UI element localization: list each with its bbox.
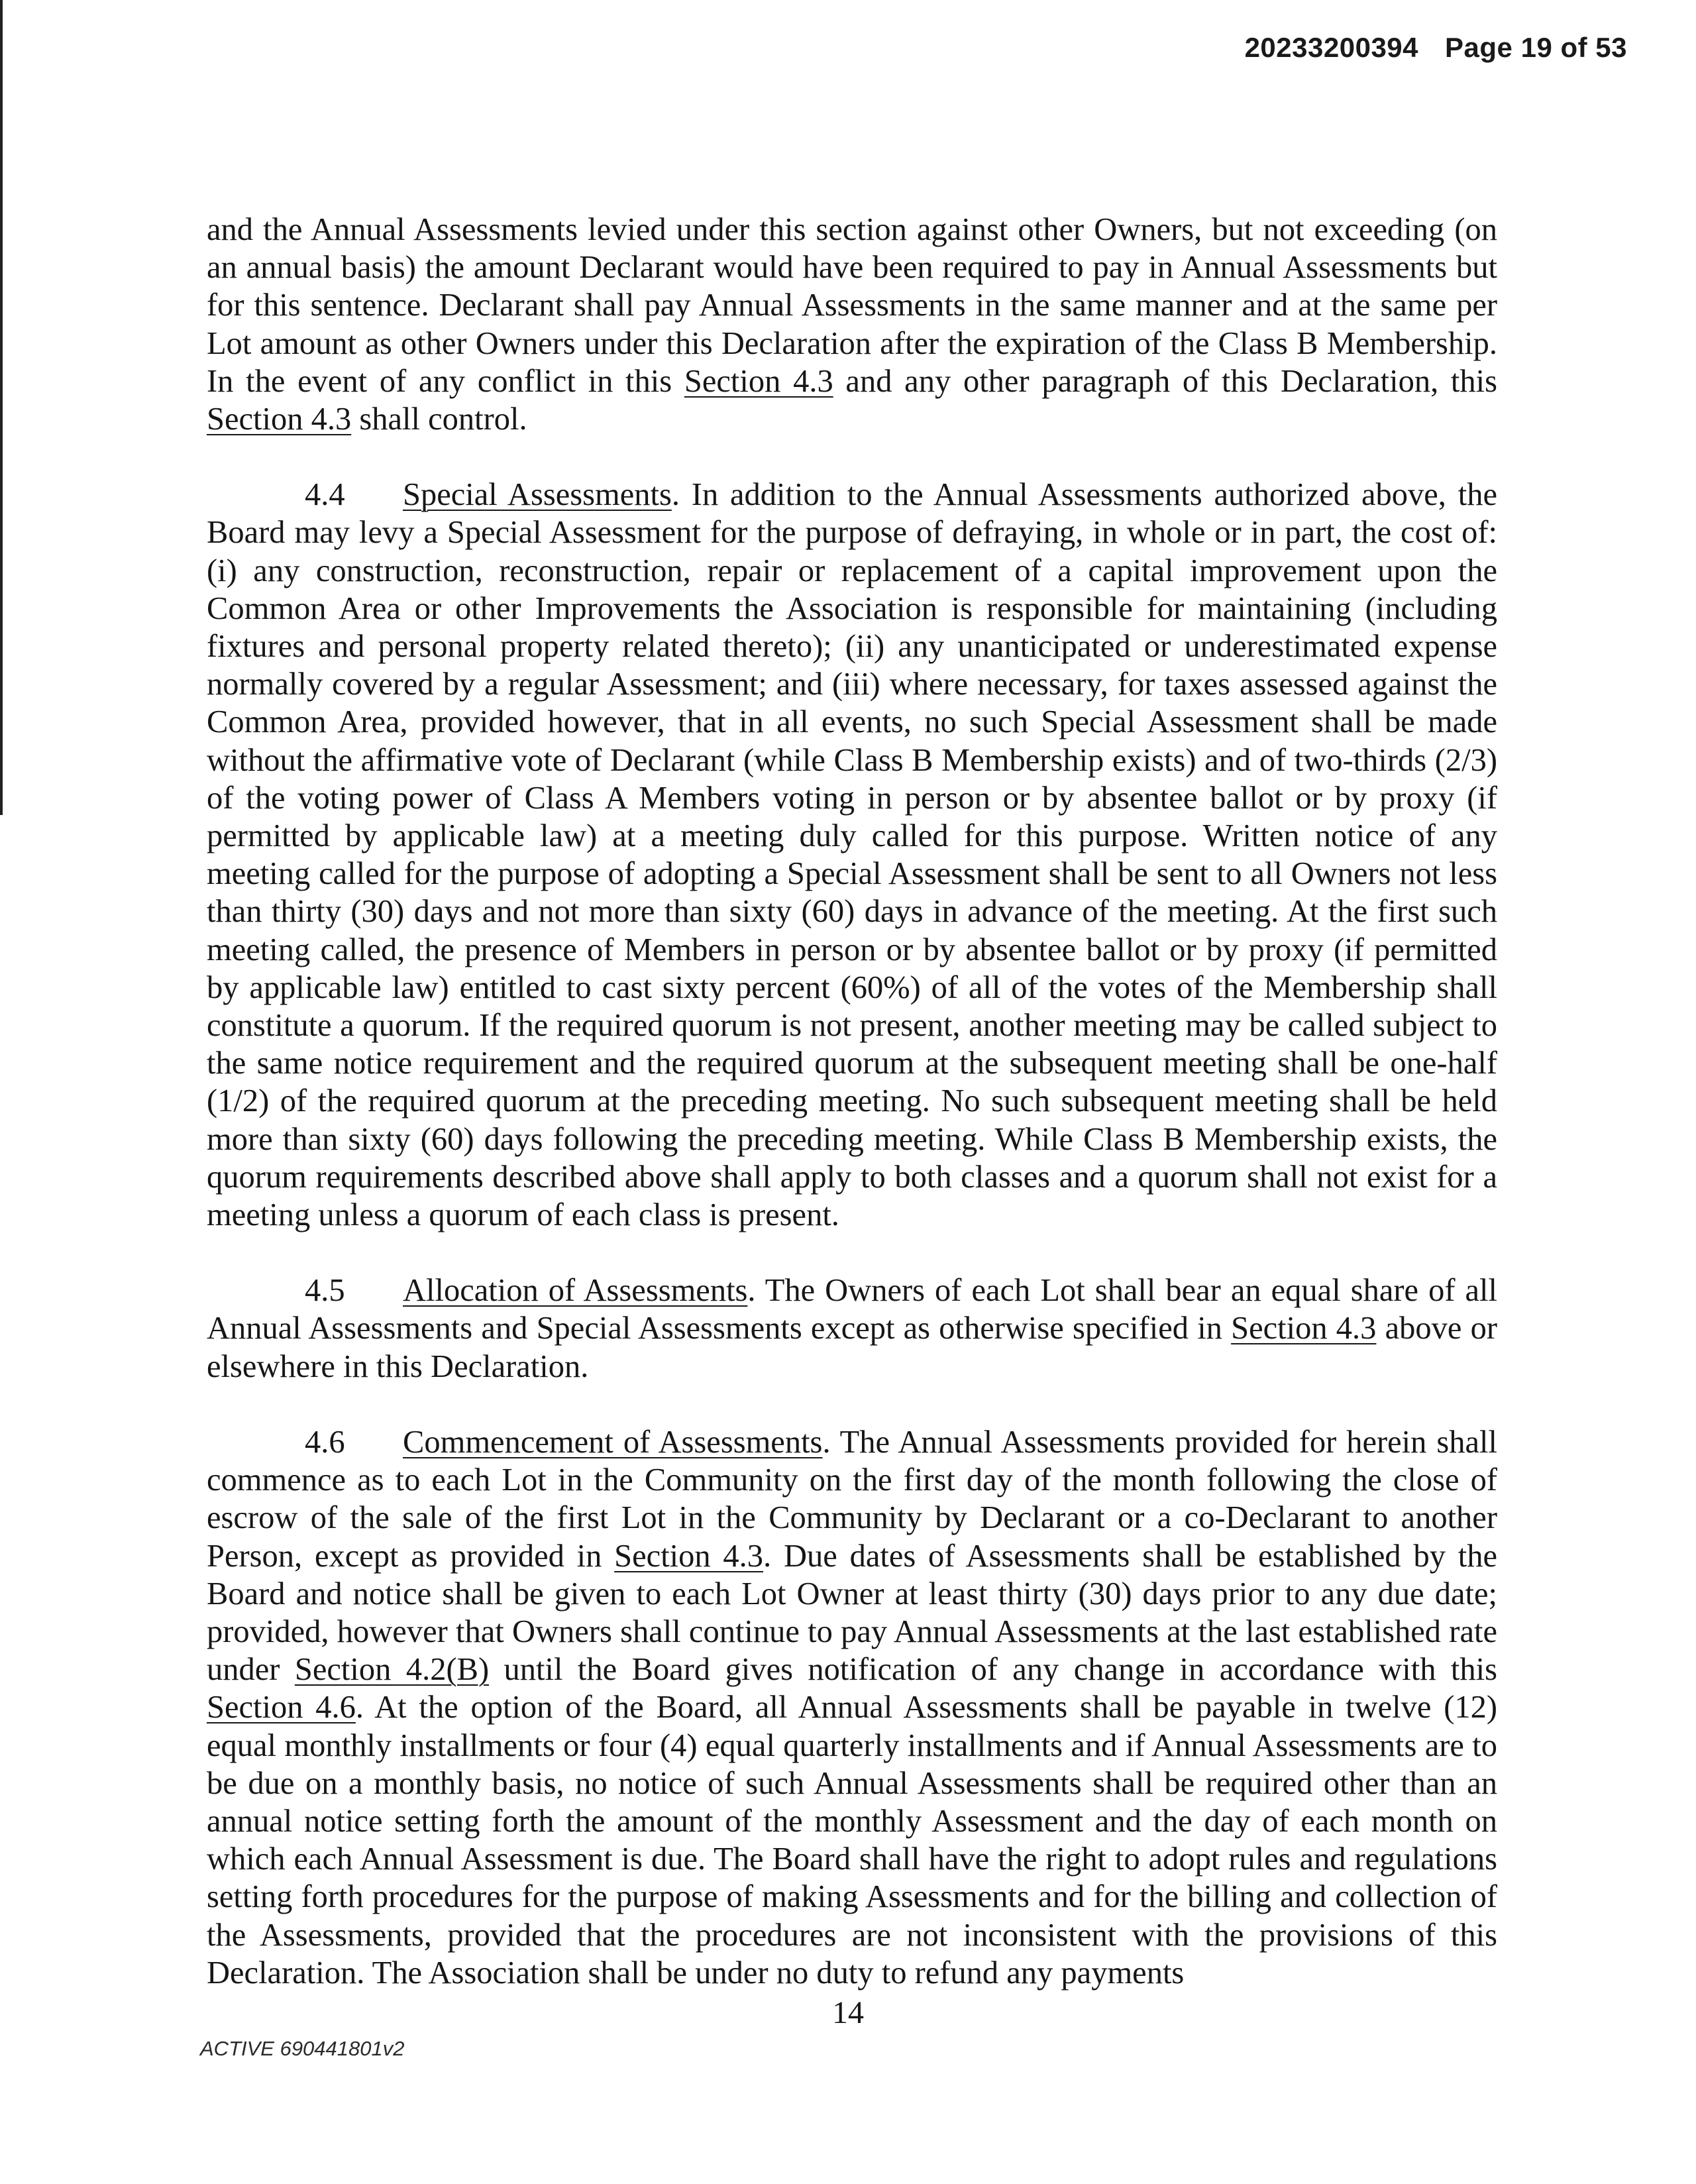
document-id: ACTIVE 690441801v2 [200,2037,405,2060]
document-number: 20233200394 [1244,32,1419,63]
section-number: 4.4 [305,477,345,513]
section-reference: Section 4.2(B) [294,1652,490,1688]
section-text: until the Board gives notification of any change in accordance with this [489,1652,1497,1688]
section-4-6 [207,1423,1497,1992]
paragraph-text: shall control. [351,402,527,437]
section-text: . The Annual Assessments provided for herein shall commence as to each Lot in the Community on the first day of the month following the close of escrow of the sale of the first Lot in the Community by Declarant or a co-Declarant to another Person, except as provided in [207,1424,1497,1574]
section-text: . The Owners of each Lot shall bear an equal share of all Annual Assessments and Special Assessments except as otherwise specified in [207,1273,1497,1346]
section-text: . At the option of the Board, all Annual Assessments shall be payable in twelve (12) equal monthly installments or four (4) equal quarterly installments and if Annual Assessments are to be due on a monthly basis, no notice of such Annual Assessments shall be required other than an annual notice setting forth the amount of the monthly Assessment and the day of each month on which each Annual Assessment is due. The Board shall have the right to adopt rules and regulations setting forth procedures for the purpose of making Assessments and for the billing and collection of the Assessments, provided that the procedures are not inconsistent with the provisions of this Declaration. The Association shall be under no duty to refund any payments [207,1690,1497,1991]
section-reference: Section 4.3 [207,402,352,437]
section-text: . Due dates of Assessments shall be established by the Board and notice shall be given to each Lot Owner at least thirty (30) days prior to any due date; provided, however that Owners shall continue to pay Annual Assessments at the last established rate under [207,1538,1497,1688]
section-number: 4.5 [305,1273,345,1309]
section-number: 4.6 [305,1424,345,1460]
document-body [207,211,1497,2030]
recording-stamp [1245,32,1627,64]
scan-page-edge [0,0,3,815]
paragraph-text: and the Annual Assessments levied under this section against other Owners, but not exceeding (on an annual basis) the amount Declarant would have been required to pay in Annual Assessments but for this sentence. Declarant shall pay Annual Assessments in the same manner and at the same per Lot amount as other Owners under this Declaration after the expiration of the Class B Membership. In the event of any conflict in this [207,212,1497,399]
paragraph-continuation [207,211,1497,438]
page-label: Page 19 of 53 [1445,32,1627,63]
section-title: Special Assessments [403,477,672,513]
section-4-5 [207,1272,1497,1386]
section-text: above or elsewhere in this Declaration. [207,1311,1497,1384]
section-reference: Section 4.6 [207,1690,356,1725]
section-4-4 [207,476,1497,1234]
section-reference: Section 4.3 [1231,1311,1377,1346]
section-reference: Section 4.3 [684,363,833,399]
paragraph-text: and any other paragraph of this Declaration, this [833,363,1497,399]
section-title: Commencement of Assessments [403,1424,823,1460]
section-reference: Section 4.3 [614,1538,764,1574]
section-text: . In addition to the Annual Assessments authorized above, the Board may levy a Special Assessment for the purpose of defraying, in whole or in part, the cost of: (i) any construction, reconstruction, repair or replacement of a capital improvement upon the Common Area or other Improvements the Association is responsible for maintaining (including fixtures and personal property related thereto); (ii) any unanticipated or underestimated expense normally covered by a regular Assessment; and (iii) where necessary, for taxes assessed against the Common Area, provided however, that in all events, no such Special Assessment shall be made without the affirmative vote of Declarant (while Class B Membership exists) and of two-thirds (2/3) of the voting power of Class A Members voting in person or by absentee ballot or by proxy (if permitted by applicable law) at a meeting duly called for this purpose. Written notice of any meeting called for the purpose of adopting a Special Assessment shall be sent to all Owners not less than thirty (30) days and not more than sixty (60) days in advance of the meeting. At the first such meeting called, the presence of Members in person or by absentee ballot or by proxy (if permitted by applicable law) entitled to cast sixty percent (60%) of all of the votes of the Membership shall constitute a quorum. If the required quorum is not present, another meeting may be called subject to the same notice requirement and the required quorum at the subsequent meeting shall be one-half (1/2) of the required quorum at the preceding meeting. No such subsequent meeting shall be held more than sixty (60) days following the preceding meeting. While Class B Membership exists, the quorum requirements described above shall apply to both classes and a quorum shall not exist for a meeting unless a quorum of each class is present. [207,477,1498,1233]
section-title: Allocation of Assessments [403,1273,748,1309]
page-number: 14 [832,1995,864,2030]
